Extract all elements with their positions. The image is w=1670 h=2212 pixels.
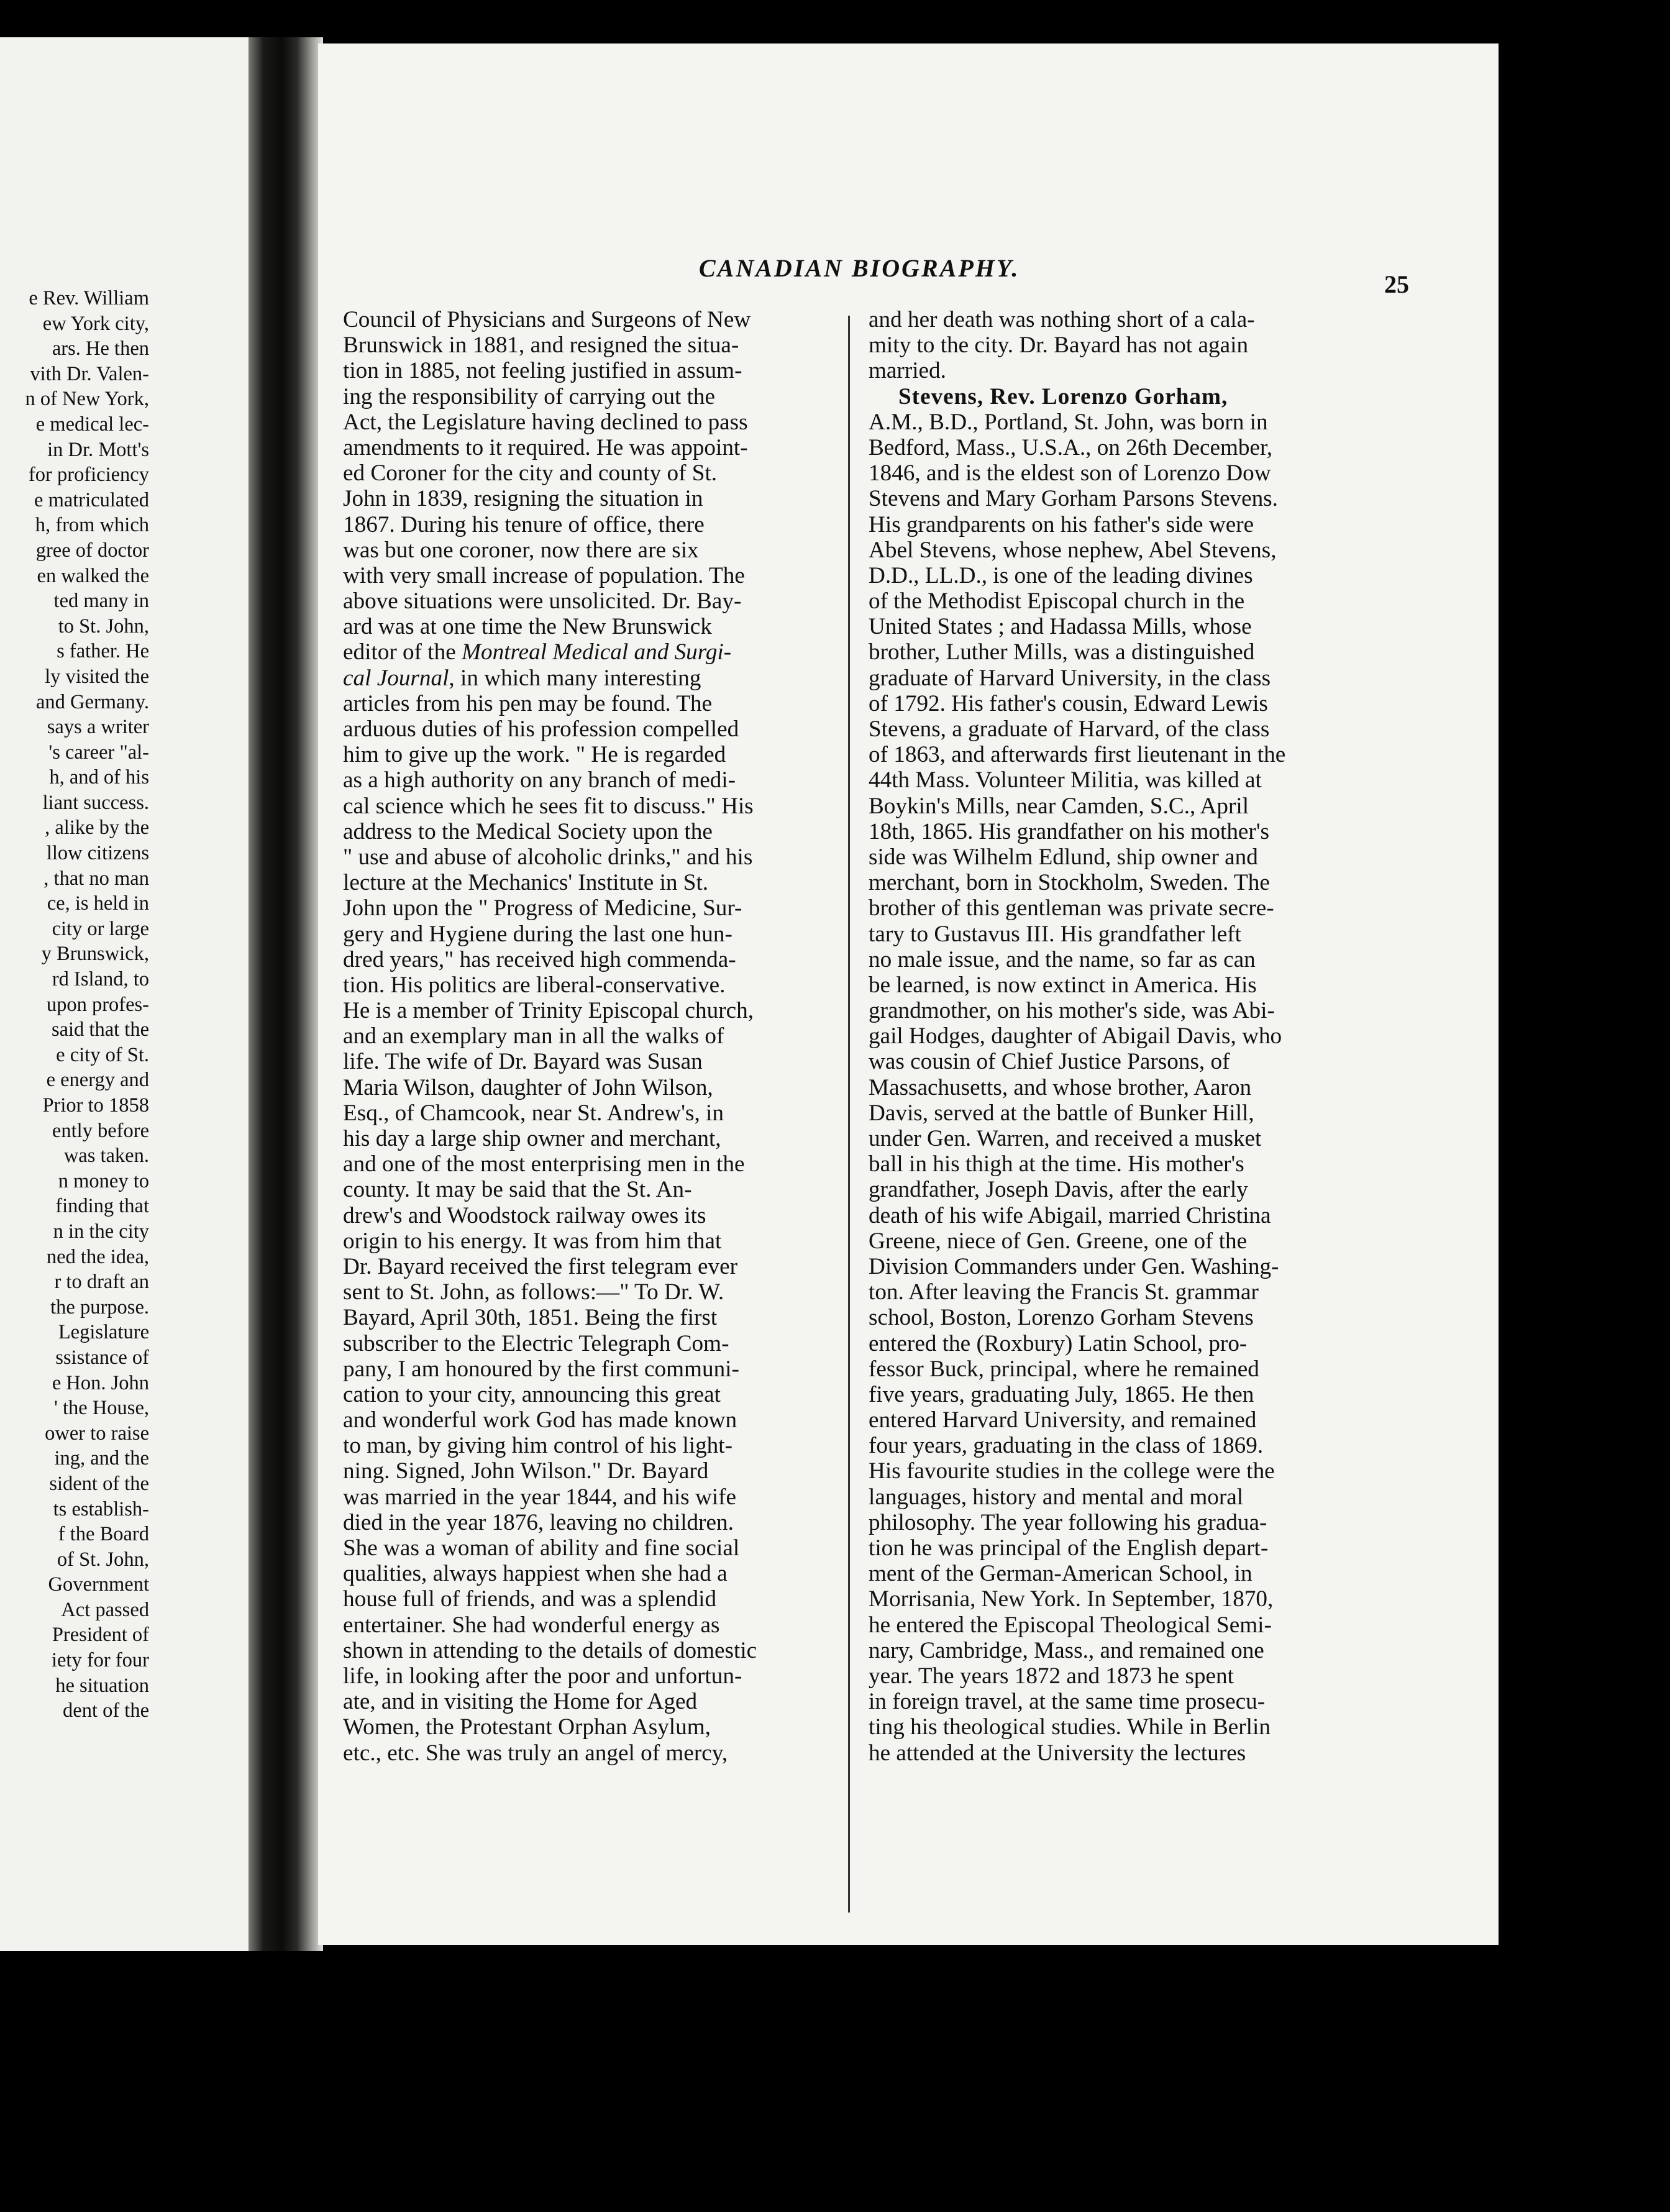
left-page-line: ssistance of — [55, 1346, 149, 1369]
text-line: ning. Signed, John Wilson." Dr. Bayard — [343, 1458, 709, 1484]
text-line: She was a woman of ability and fine social — [343, 1535, 740, 1561]
text-line: 1846, and is the eldest son of Lorenzo Dow — [869, 460, 1271, 487]
text-line: Morrisania, New York. In September, 1870, — [869, 1586, 1274, 1612]
text-line: ton. After leaving the Francis St. grammar — [869, 1279, 1259, 1305]
text-line: no male issue, and the name, so far as can — [869, 946, 1256, 972]
left-page-line: for proficiency — [28, 464, 149, 487]
scan-bottom-margin — [0, 1951, 1670, 2212]
text-line: etc., etc. She was truly an angel of mercy, — [343, 1740, 728, 1766]
text-line: Greene, niece of Gen. Greene, one of the — [869, 1228, 1248, 1254]
left-page-line: ing, and the — [54, 1447, 149, 1470]
text-line: brother of this gentleman was private secre- — [869, 895, 1274, 921]
text-line: graduate of Harvard University, in the class — [869, 665, 1271, 691]
text-line: " use and abuse of alcoholic drinks," and his — [343, 844, 753, 870]
left-page-line: Legislature — [58, 1321, 149, 1344]
book-gutter — [249, 37, 323, 1951]
text-line: lecture at the Mechanics' Institute in St. — [343, 870, 709, 896]
text-line: gail Hodges, daughter of Abigail Davis, who — [869, 1023, 1282, 1049]
text-line: D.D., LL.D., is one of the leading divines — [869, 562, 1253, 588]
text-line: Abel Stevens, whose nephew, Abel Stevens, — [869, 537, 1277, 563]
left-page-line: s father. He — [57, 640, 149, 663]
left-page-line: ently before — [52, 1119, 149, 1142]
text-line: address to the Medical Society upon the — [343, 818, 713, 844]
left-page-line: in Dr. Mott's — [47, 438, 149, 461]
left-page-line: n of New York, — [25, 388, 149, 411]
text-line: four years, graduating in the class of 1869. — [869, 1433, 1264, 1459]
left-page-line: ars. He then — [52, 337, 149, 360]
left-page-line: e energy and — [46, 1069, 149, 1092]
text-line: merchant, born in Stockholm, Sweden. The — [869, 870, 1270, 896]
text-line: Boykin's Mills, near Camden, S.C., April — [869, 793, 1249, 819]
text-line: United States ; and Hadassa Mills, whose — [869, 614, 1252, 640]
text-line: 1867. During his tenure of office, there — [343, 511, 705, 537]
text-line: under Gen. Warren, and received a musket — [869, 1126, 1262, 1151]
left-page-line: e matriculated — [34, 488, 149, 511]
text-line: side was Wilhelm Edlund, ship owner and — [869, 844, 1258, 870]
left-page-line: to St. John, — [58, 615, 149, 638]
text-line: editor of the Montreal Medical and Surgi- — [343, 639, 732, 665]
text-line: 44th Mass. Volunteer Militia, was killed at — [869, 767, 1262, 793]
text-line: to man, by giving him control of his light- — [343, 1433, 732, 1459]
text-line: his day a large ship owner and merchant, — [343, 1126, 721, 1151]
left-page-line: gree of doctor — [35, 539, 149, 562]
left-page-line: n money to — [58, 1169, 149, 1192]
text-line: ing the responsibility of carrying out the — [343, 383, 716, 409]
text-line: above situations were unsolicited. Dr. Bay- — [343, 588, 742, 615]
left-page-line: he situation — [55, 1674, 149, 1697]
text-line: Maria Wilson, daughter of John Wilson, — [343, 1074, 713, 1100]
left-page-line: en walked the — [37, 564, 149, 587]
left-page-line: , that no man — [43, 867, 149, 890]
text-line: Massachusetts, and whose brother, Aaron — [869, 1074, 1252, 1100]
text-line: he attended at the University the lectures — [869, 1740, 1246, 1766]
left-page-line: h, from which — [35, 514, 149, 537]
left-page-line: ce, is held in — [47, 892, 149, 915]
text-line: Division Commanders under Gen. Washing- — [869, 1253, 1279, 1279]
text-line: subscriber to the Electric Telegraph Com- — [343, 1330, 729, 1356]
left-page-line: iety for four — [51, 1649, 149, 1672]
text-line: ment of the German-American School, in — [869, 1561, 1252, 1587]
text-line: county. It may be said that the St. An- — [343, 1177, 692, 1203]
text-line: house full of friends, and was a splendid — [343, 1586, 717, 1612]
left-page-line: Government — [48, 1573, 149, 1596]
text-line: grandfather, Joseph Davis, after the early — [869, 1177, 1248, 1203]
left-page-line: llow citizens — [46, 842, 149, 865]
text-line: John upon the " Progress of Medicine, Sur- — [343, 895, 742, 921]
left-page-line: Prior to 1858 — [42, 1094, 149, 1117]
left-page-line: city or large — [52, 917, 149, 940]
left-page-line: e medical lec- — [35, 413, 149, 436]
text-line: of 1863, and afterwards first lieutenant in the — [869, 742, 1286, 768]
text-line: cal science which he sees fit to discuss." His — [343, 793, 754, 819]
left-page-line: ew York city, — [42, 312, 149, 335]
left-page-line: ts establish- — [53, 1497, 149, 1520]
text-line: qualities, always happiest when she had a — [343, 1561, 728, 1587]
left-page-fragment — [0, 37, 261, 1951]
text-line: Bayard, April 30th, 1851. Being the first — [343, 1305, 718, 1331]
text-line: death of his wife Abigail, married Christina — [869, 1202, 1271, 1228]
text-line: ard was at one time the New Brunswick — [343, 614, 712, 640]
left-page-line: ' the House, — [54, 1397, 149, 1420]
text-line: John in 1839, resigning the situation in — [343, 486, 703, 512]
left-page-line: rd Island, to — [52, 968, 149, 991]
text-line: languages, history and mental and moral — [869, 1484, 1244, 1510]
text-line: His favourite studies in the college were the — [869, 1458, 1275, 1484]
text-line: Bedford, Mass., U.S.A., on 26th December, — [869, 434, 1273, 460]
text-line: mity to the city. Dr. Bayard has not again — [869, 332, 1249, 359]
text-line: shown in attending to the details of domestic — [343, 1637, 757, 1663]
text-line: articles from his pen may be found. The — [343, 690, 713, 716]
left-page-line: r to draft an — [54, 1271, 149, 1294]
left-page-line: dent of the — [63, 1699, 149, 1722]
text-line: entertainer. She had wonderful energy as — [343, 1612, 720, 1638]
text-line: died in the year 1876, leaving no children. — [343, 1509, 734, 1535]
text-line: five years, graduating July, 1865. He then — [869, 1381, 1254, 1407]
text-line: A.M., B.D., Portland, St. John, was born in — [869, 409, 1268, 435]
text-column-2 — [869, 307, 1400, 1766]
text-line: ed Coroner for the city and county of St. — [343, 460, 718, 487]
text-line: and wonderful work God has made known — [343, 1407, 737, 1433]
text-line: Esq., of Chamcook, near St. Andrew's, in — [343, 1100, 724, 1126]
text-line: entered the (Roxbury) Latin School, pro- — [869, 1330, 1248, 1356]
text-line: tion he was principal of the English depart- — [869, 1535, 1269, 1561]
left-page-line: says a writer — [47, 716, 149, 739]
text-line: of 1792. His father's cousin, Edward Lewis — [869, 690, 1268, 716]
text-line: year. The years 1872 and 1873 he spent — [869, 1663, 1234, 1689]
left-page-line: finding that — [55, 1195, 149, 1218]
left-page-line: was taken. — [63, 1145, 149, 1168]
text-line: philosophy. The year following his gradua- — [869, 1509, 1267, 1535]
text-line: tion. His politics are liberal-conservative. — [343, 972, 726, 998]
text-line: fessor Buck, principal, where he remained — [869, 1356, 1259, 1382]
left-page-line: Act passed — [61, 1598, 149, 1621]
left-page-line: e city of St. — [56, 1043, 149, 1066]
text-line: him to give up the work. " He is regarded — [343, 742, 726, 768]
text-line: Council of Physicians and Surgeons of New — [343, 307, 751, 332]
text-line: nary, Cambridge, Mass., and remained one — [869, 1637, 1264, 1663]
entry-heading: Stevens, Rev. Lorenzo Gorham, — [898, 383, 1228, 409]
text-line: grandmother, on his mother's side, was Abi- — [869, 998, 1275, 1024]
running-title: CANADIAN BIOGRAPHY. — [699, 254, 1020, 282]
text-line: tary to Gustavus III. His grandfather left — [869, 921, 1241, 947]
text-line: was but one coroner, now there are six — [343, 537, 699, 563]
left-page-line: of St. John, — [57, 1548, 149, 1571]
text-line: and an exemplary man in all the walks of — [343, 1023, 724, 1049]
text-line: Brunswick in 1881, and resigned the situa- — [343, 332, 739, 359]
left-page-text — [0, 286, 149, 1724]
left-page-line: and Germany. — [36, 690, 149, 713]
left-page-line: e Rev. William — [29, 287, 149, 309]
text-line: amendments to it required. He was appoint- — [343, 434, 748, 460]
left-page-line: vith Dr. Valen- — [30, 362, 149, 385]
left-page-line: n in the city — [53, 1220, 149, 1243]
text-line: life, in looking after the poor and unfortun- — [343, 1663, 742, 1689]
text-line: he entered the Episcopal Theological Semi- — [869, 1612, 1272, 1638]
text-line: and her death was nothing short of a cala- — [869, 307, 1255, 332]
text-line: arduous duties of his profession compelled — [343, 716, 739, 742]
text-line: ball in his thigh at the time. His mother's — [869, 1151, 1244, 1177]
left-page-line: liant success. — [42, 791, 149, 814]
text-line: brother, Luther Mills, was a distinguished — [869, 639, 1255, 665]
text-line: school, Boston, Lorenzo Gorham Stevens — [869, 1305, 1254, 1331]
left-page-line: e Hon. John — [52, 1371, 149, 1394]
left-page-line: sident of the — [49, 1472, 149, 1495]
left-page-line: y Brunswick, — [41, 943, 149, 966]
text-line: and one of the most enterprising men in the — [343, 1151, 745, 1177]
page-number: 25 — [1384, 270, 1409, 298]
text-line: with very small increase of population. The — [343, 562, 745, 588]
text-line: 18th, 1865. His grandfather on his mother's — [869, 818, 1269, 844]
text-line: His grandparents on his father's side were — [869, 511, 1254, 537]
text-line: cation to your city, announcing this great — [343, 1381, 721, 1407]
text-line: Dr. Bayard received the first telegram ever — [343, 1253, 737, 1279]
text-line: gery and Hygiene during the last one hun- — [343, 921, 732, 947]
text-line: life. The wife of Dr. Bayard was Susan — [343, 1049, 703, 1075]
text-line: married. — [869, 358, 946, 384]
text-line: be learned, is now extinct in America. His — [869, 972, 1257, 998]
text-column-1 — [343, 307, 865, 1766]
text-line: Stevens and Mary Gorham Parsons Stevens. — [869, 486, 1278, 512]
text-line: of the Methodist Episcopal church in the — [869, 588, 1245, 615]
left-page-line: the purpose. — [50, 1296, 149, 1319]
text-line: origin to his energy. It was from him that — [343, 1228, 722, 1254]
left-page-line: ned the idea, — [46, 1245, 149, 1268]
text-line: Act, the Legislature having declined to pass — [343, 409, 748, 435]
text-line: in foreign travel, at the same time prosecu- — [869, 1689, 1266, 1715]
text-line: He is a member of Trinity Episcopal church, — [343, 998, 754, 1024]
text-line: was cousin of Chief Justice Parsons, of — [869, 1049, 1230, 1075]
text-line: tion in 1885, not feeling justified in assum- — [343, 358, 742, 384]
left-page-line: President of — [52, 1624, 149, 1647]
column-divider — [848, 316, 850, 1913]
text-line: was married in the year 1844, and his wife — [343, 1484, 737, 1510]
text-line: dred years," has received high commenda- — [343, 946, 736, 972]
left-page-line: ted many in — [53, 590, 149, 613]
left-page-line: ower to raise — [45, 1422, 149, 1445]
left-page-line: h, and of his — [49, 766, 149, 789]
text-line: sent to St. John, as follows:—" To Dr. W. — [343, 1279, 724, 1305]
left-page-line: ly visited the — [45, 665, 149, 688]
left-page-line: upon profes- — [46, 993, 149, 1016]
text-line: drew's and Woodstock railway owes its — [343, 1202, 706, 1228]
text-line: ting his theological studies. While in Berlin — [869, 1714, 1271, 1740]
left-page-line: , alike by the — [45, 816, 149, 839]
left-page-line: 's career "al- — [48, 741, 149, 764]
text-line: cal Journal, in which many interesting — [343, 665, 701, 691]
left-page-line: said that the — [51, 1018, 149, 1041]
text-line: entered Harvard University, and remained — [869, 1407, 1257, 1433]
text-line: ate, and in visiting the Home for Aged — [343, 1689, 698, 1715]
text-line: pany, I am honoured by the first communi- — [343, 1356, 739, 1382]
text-line: Women, the Protestant Orphan Asylum, — [343, 1714, 711, 1740]
text-line: as a high authority on any branch of medi- — [343, 767, 736, 793]
text-line: Davis, served at the battle of Bunker Hill, — [869, 1100, 1254, 1126]
left-page-line: f the Board — [58, 1523, 149, 1546]
text-line: Stevens, a graduate of Harvard, of the class — [869, 716, 1270, 742]
